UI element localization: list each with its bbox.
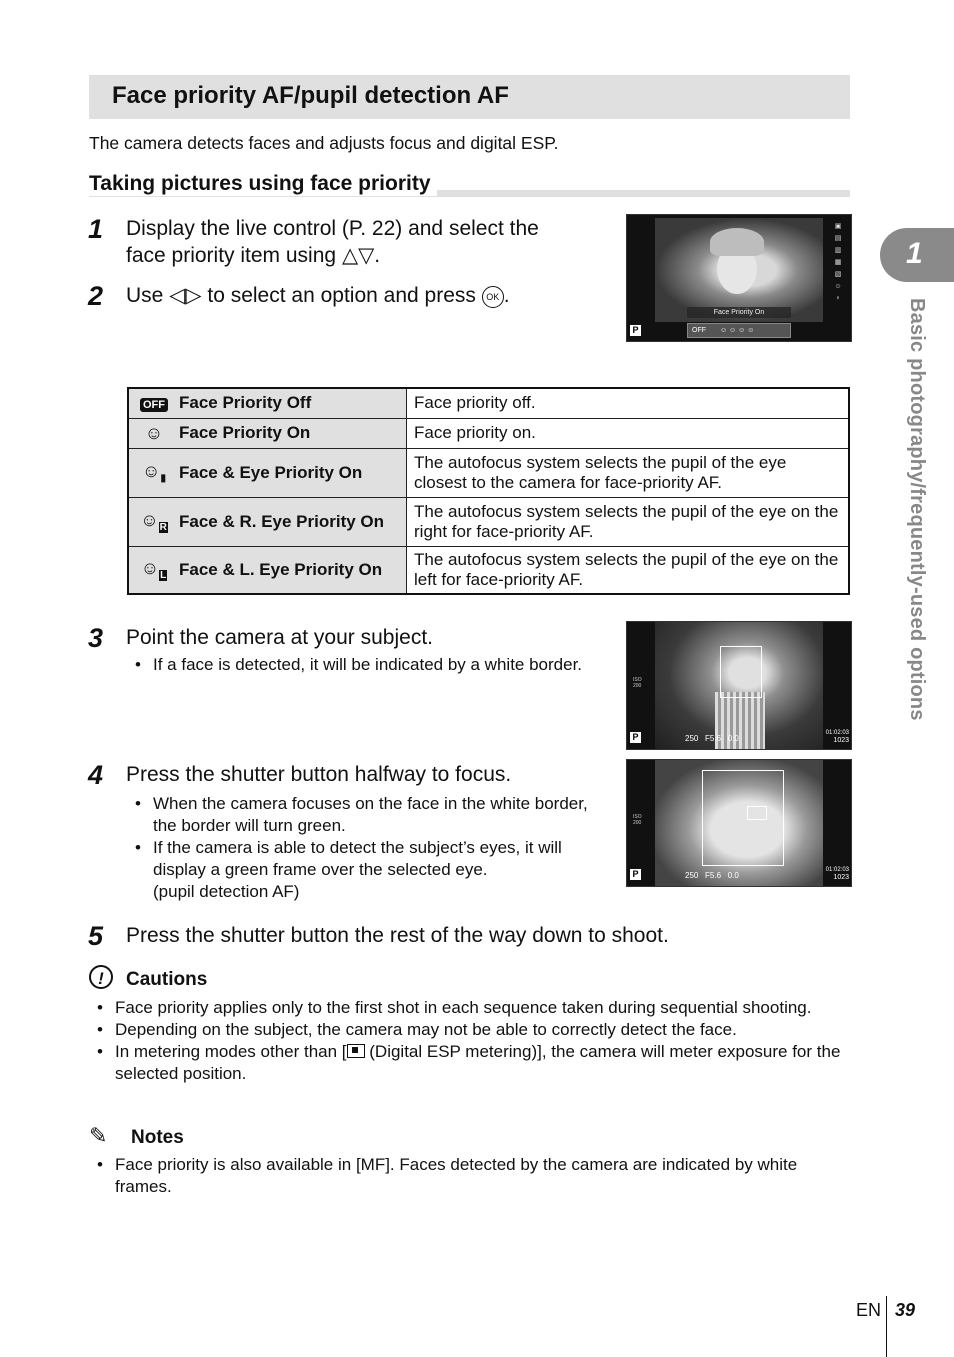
table-row: $☺_L$ Face & L. Eye Priority On The autofocus system selects the pupil of the eye on the left for face-priority AF. [128,546,849,594]
page-number: 39 [895,1300,916,1320]
pencil-icon: ✎ [89,1123,108,1148]
table-row: $☺_R$ Face & R. Eye Priority On The autofocus system selects the pupil of the eye on the right for face-priority AF. [128,497,849,546]
chapter-side-text: Basic photography/frequently-used options [906,298,928,721]
step-1-text: Display the live control (P. 22) and select the face priority item using △▽. [126,217,539,267]
up-down-arrows-icon: △▽ [341,244,375,267]
face-off-icon: OFF [128,388,179,418]
chapter-tab: 1 [880,228,954,282]
step-5-text: Press the shutter button the rest of the way down to shoot. [126,924,669,947]
notes-heading: Notes [131,1127,184,1148]
right-icon-column: ▣ ▤ ▥ ▦ ▧ ☺ ♀ [834,223,842,302]
step-2-text: Use ◁▷ to select an option and press OK . [126,284,510,307]
step-3-text: Point the camera at your subject. [126,626,433,649]
step-5-number: 5 [88,921,104,951]
step-3-bullet: • If a face is detected, it will be indicated by a white border. [135,655,583,674]
face-r-eye-icon: $☺_R$ [128,497,179,546]
face-detection-frame [720,646,762,698]
digital-esp-metering-icon [347,1044,365,1058]
step-4-number: 4 [88,760,104,790]
step-2-number: 2 [88,281,104,311]
camera-screen-face-detected: P ISO 200 250 F5.6 0.0 01:02:03 1023 [626,621,852,750]
face-on-icon: ☺ [128,418,179,448]
step-4-bullets: • When the camera focuses on the face in the white border, the border will turn green. • If the camera is able to detect the subject’s eyes, it will display a green frame over the selected eye. (pupil detection AF) [135,794,588,901]
notes-list: • Face priority is also available in [MF]. Faces detected by the camera are indicated by white frames. [97,1155,798,1196]
eye-frame [747,806,767,820]
ok-button-icon: OK [482,286,504,308]
page-title: Face priority AF/pupil detection AF [112,82,509,109]
subheading-text: Taking pictures using face priority [89,172,437,196]
caution-icon: ! [89,965,113,989]
table-row: $☺_▮$ Face & Eye Priority On The autofocus system selects the pupil of the eye closest to the camera for face-priority AF. [128,448,849,497]
face-priority-label: Face Priority On [687,307,791,318]
left-right-arrows-icon: ◁▷ [169,284,202,307]
mode-badge: P [630,325,641,336]
step-4-text: Press the shutter button halfway to focus. [126,763,512,786]
table-row: ☺ Face Priority On Face priority on. [128,418,849,448]
face-frame [702,770,784,866]
camera-screen-pupil-detection: P ISO 200 250 F5.6 0.0 01:02:03 1023 [626,759,852,887]
camera-screen-live-control [626,214,852,342]
face-l-eye-icon: $☺_L$ [128,546,179,594]
step-1-number: 1 [88,214,104,244]
face-options-strip: OFF ☺ ☺ ☺ ☺ [687,323,791,338]
footer-lang: EN [856,1300,882,1320]
subheading [89,172,850,198]
cautions-list: • Face priority applies only to the first shot in each sequence taken during sequential shooting. • Depending on the subject, the camera may not be able to correctly detect the face. • In metering modes other than [ (Digital ESP metering)], the camera will meter exposure for the selected position. [97,998,841,1083]
cautions-heading: Cautions [126,969,208,990]
step-3-number: 3 [88,623,104,653]
face-priority-options-table [127,387,850,595]
table-row: OFF Face Priority Off Face priority off. [128,388,849,418]
title-bar [89,75,850,119]
face-eye-icon: $☺_▮$ [128,448,179,497]
intro-text: The camera detects faces and adjusts focus and digital ESP. [89,133,559,153]
